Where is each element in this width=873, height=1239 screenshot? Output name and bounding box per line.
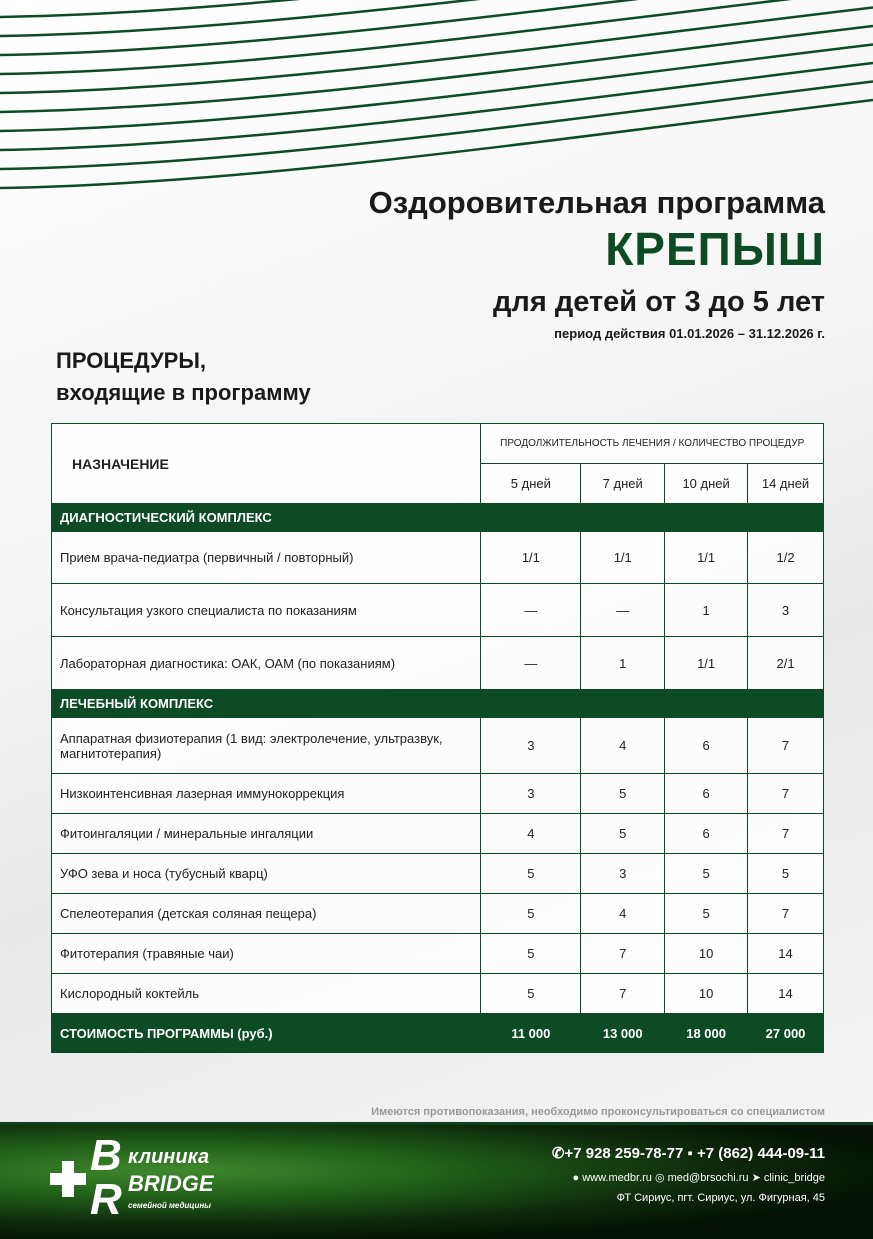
phone-2[interactable]: +7 (862) 444-09-11 — [696, 1145, 825, 1162]
program-label: Оздоровительная программа — [368, 185, 825, 220]
total-row — [52, 1014, 824, 1053]
logo-letter-r: R — [90, 1175, 122, 1224]
total-label: СТОИМОСТЬ ПРОГРАММЫ (руб.) — [52, 1014, 481, 1053]
table-row — [52, 854, 824, 894]
contacts: ✆+7 928 259-78-77 ▪ +7 (862) 444-09-11 ● www.medbr.ru ◎ med@brsochi.ru ➤ clinic_bridge ФТ Сириус, пгт. Сириус, ул. Фигурная, 45 — [551, 1145, 825, 1204]
procedure-count: 1/1 — [481, 532, 581, 584]
cross-icon — [48, 1159, 88, 1199]
procedure-name: Прием врача-педиатра (первичный / повторный) — [52, 532, 481, 584]
procedure-count: 5 — [481, 894, 581, 934]
email-link[interactable]: med@brsochi.ru — [667, 1172, 749, 1184]
procedure-count: 1 — [665, 584, 748, 637]
whatsapp-icon: ✆ — [551, 1145, 565, 1162]
procedure-count: 6 — [665, 718, 748, 774]
procedure-count: — — [481, 637, 581, 690]
table-row — [52, 934, 824, 974]
table-row — [52, 637, 824, 690]
table-row — [52, 974, 824, 1014]
procedure-name: Лабораторная диагностика: ОАК, ОАМ (по показаниям) — [52, 637, 481, 690]
procedure-count: 14 — [748, 974, 824, 1014]
procedure-count: 7 — [581, 934, 665, 974]
procedure-count: 2/1 — [748, 637, 824, 690]
program-name: КРЕПЫШ — [605, 223, 825, 275]
procedure-count: 14 — [748, 934, 824, 974]
address: ФТ Сириус, пгт. Сириус, ул. Фигурная, 45 — [616, 1192, 825, 1204]
footer — [0, 1122, 873, 1239]
procedure-count: 5 — [748, 854, 824, 894]
procedure-count: 5 — [481, 934, 581, 974]
column-header: 5 дней — [481, 464, 581, 504]
procedure-count: 5 — [481, 974, 581, 1014]
total-price: 18 000 — [665, 1014, 748, 1053]
table-row — [52, 774, 824, 814]
procedure-count: 4 — [581, 894, 665, 934]
procedure-name: Низкоинтенсивная лазерная иммунокоррекция — [52, 774, 481, 814]
table-row — [52, 532, 824, 584]
procedure-count: 1/1 — [665, 532, 748, 584]
procedure-count: 5 — [581, 814, 665, 854]
phone-1[interactable]: +7 928 259-78-77 — [564, 1145, 684, 1162]
section-title: ЛЕЧЕБНЫЙ КОМПЛЕКС — [52, 690, 824, 718]
total-price: 13 000 — [581, 1014, 665, 1053]
procedure-count: 10 — [665, 974, 748, 1014]
procedure-count: 6 — [665, 814, 748, 854]
procedure-count: 1/1 — [665, 637, 748, 690]
procedure-count: — — [481, 584, 581, 637]
table-row — [52, 584, 824, 637]
column-header: 10 дней — [665, 464, 748, 504]
table-row — [52, 814, 824, 854]
procedure-count: 5 — [665, 854, 748, 894]
procedure-name: Аппаратная физиотерапия (1 вид: электролечение, ультразвук, магнитотерапия) — [52, 718, 481, 774]
section-title: ДИАГНОСТИЧЕСКИЙ КОМПЛЕКС — [52, 504, 824, 532]
procedure-name: Консультация узкого специалиста по показаниям — [52, 584, 481, 637]
total-price: 11 000 — [481, 1014, 581, 1053]
telegram-link[interactable]: clinic_bridge — [763, 1172, 825, 1184]
procedure-count: 10 — [665, 934, 748, 974]
table-row — [52, 894, 824, 934]
procedure-count: 1/2 — [748, 532, 824, 584]
clinic-logo — [48, 1131, 248, 1230]
procedure-count: 7 — [748, 774, 824, 814]
procedure-count: 5 — [581, 774, 665, 814]
procedure-count: 1 — [581, 637, 665, 690]
procedure-count: 3 — [581, 854, 665, 894]
procedure-name: Спелеотерапия (детская соляная пещера) — [52, 894, 481, 934]
procedure-count: 3 — [481, 718, 581, 774]
procedure-count: 4 — [481, 814, 581, 854]
total-price: 27 000 — [748, 1014, 824, 1053]
section-title-line2: входящие в программу — [56, 380, 311, 405]
logo-brand: BRIDGE — [128, 1171, 214, 1196]
logo-sub: семейной медицины — [128, 1201, 211, 1210]
column-header: 7 дней — [581, 464, 665, 504]
globe-icon: ● — [572, 1172, 580, 1184]
procedure-count: 7 — [748, 718, 824, 774]
procedure-name: Фитоингаляции / минеральные ингаляции — [52, 814, 481, 854]
procedure-count: 7 — [748, 814, 824, 854]
website-link[interactable]: www.medbr.ru — [582, 1172, 652, 1184]
procedure-name: Кислородный коктейль — [52, 974, 481, 1014]
table-row — [52, 718, 824, 774]
section-row — [52, 504, 824, 532]
section-row — [52, 690, 824, 718]
email-icon: ◎ — [654, 1172, 665, 1184]
procedure-count: 6 — [665, 774, 748, 814]
program-period: период действия 01.01.2026 – 31.12.2026 г. — [554, 326, 825, 341]
procedure-count: 3 — [748, 584, 824, 637]
procedure-count: 7 — [748, 894, 824, 934]
column-header: 14 дней — [748, 464, 824, 504]
contraindications-note: Имеются противопоказания, необходимо проконсультироваться со специалистом — [371, 1106, 825, 1118]
procedure-name: УФО зева и носа (тубусный кварц) — [52, 854, 481, 894]
procedure-count: 1/1 — [581, 532, 665, 584]
procedure-count: 7 — [581, 974, 665, 1014]
procedure-count: 5 — [481, 854, 581, 894]
procedure-count: 5 — [665, 894, 748, 934]
procedure-count: 4 — [581, 718, 665, 774]
duration-header: ПРОДОЛЖИТЕЛЬНОСТЬ ЛЕЧЕНИЯ / КОЛИЧЕСТВО ПРОЦЕДУР — [481, 424, 824, 464]
procedure-name: Фитотерапия (травяные чаи) — [52, 934, 481, 974]
section-title — [56, 345, 311, 409]
section-title-line1: ПРОЦЕДУРЫ, — [56, 348, 207, 373]
col-name-header: НАЗНАЧЕНИЕ — [52, 424, 481, 504]
procedure-count: 3 — [481, 774, 581, 814]
procedure-count: — — [581, 584, 665, 637]
procedures-table — [51, 423, 824, 1053]
decorative-lines — [0, 0, 873, 200]
logo-letter-b: B — [90, 1131, 122, 1180]
telegram-icon: ➤ — [751, 1172, 761, 1184]
program-age: для детей от 3 до 5 лет — [493, 286, 825, 318]
logo-text: клиника — [128, 1146, 210, 1168]
decorative-line — [0, 0, 873, 55]
